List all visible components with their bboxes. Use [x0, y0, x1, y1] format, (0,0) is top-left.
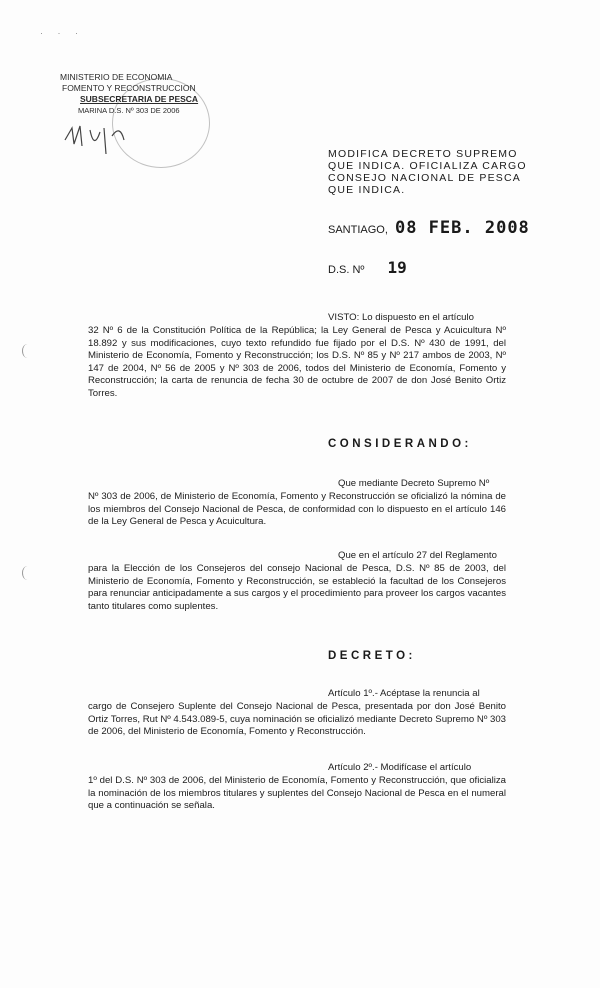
article-1-first: Artículo 1º.- Acéptase la renuncia al: [328, 688, 480, 699]
date-line: [328, 218, 530, 238]
subject-line: QUE INDICA.: [328, 184, 406, 196]
punch-hole-mark: [22, 566, 33, 580]
subject-line: CONSEJO NACIONAL DE PESCA: [328, 172, 521, 184]
visto-first-line: VISTO: Lo dispuesto en el artículo: [328, 312, 474, 323]
stamp-line-subsecretaria: SUBSECRETARIA DE PESCA: [80, 94, 199, 104]
article-1-body: cargo de Consejero Suplente del Consejo Nacional de Pesca, presentada por don José Benito Ortiz Torres, Rut Nº 4.543.089-5, cuya nominación se oficializó mediante Decreto Supremo Nº 303 de 2006, del Ministerio de Economía, Fomento y Reconstrucción.: [88, 701, 506, 738]
visto-body: 32 Nº 6 de la Constitución Política de la República; la Ley General de Pesca y Acuicultura Nº 18.892 y sus modificaciones, cuyo texto refundido fue fijado por el D.S. Nº 430 de 1991, del Ministerio de Economía, Fomento y Reconstrucción; los D.S. Nº 85 y Nº 217 ambos de 2003, Nº 147 de 2004, Nº 56 de 2005 y Nº 303 de 2006, todos del Ministerio de Economía, Fomento y Reconstrucción; la carta de renuncia de fecha 30 de octubre de 2007 de don José Benito Ortiz Torres.: [88, 325, 506, 399]
article-2-first: Artículo 2º.- Modifícase el artículo: [328, 762, 472, 773]
stamp-line-reference: MARINA D.S. Nº 303 DE 2006: [78, 106, 180, 115]
subject-line: MODIFICA DECRETO SUPREMO: [328, 148, 518, 160]
date-place: SANTIAGO,: [328, 224, 388, 236]
subject-block: [328, 148, 527, 196]
considerando-heading: CONSIDERANDO:: [328, 438, 472, 450]
stamp-line-fomento: FOMENTO Y RECONSTRUCCION: [62, 83, 196, 93]
decree-number-label: D.S. Nº: [328, 264, 365, 276]
handwritten-initials: [60, 110, 140, 170]
considerando-p1-first: Que mediante Decreto Supremo Nº: [338, 478, 490, 489]
date-value: 08 FEB. 2008: [394, 218, 530, 238]
decree-number-value: 19: [387, 258, 407, 277]
decree-number-line: [328, 258, 407, 277]
stamp-line-ministry: MINISTERIO DE ECONOMIA: [60, 72, 173, 82]
decreto-heading: DECRETO:: [328, 650, 416, 662]
considerando-p2-body: para la Elección de los Consejeros del consejo Nacional de Pesca, D.S. Nº 85 de 2003, del Ministerio de Economía, Fomento y Reconstrucción, se estableció la facultad de los Consejeros para renunciar anticipadamente a sus cargos y el procedimiento para proveer los cargos vacantes tanto titulares como suplentes.: [88, 563, 506, 612]
article-2-body: 1º del D.S. Nº 303 de 2006, del Ministerio de Economía, Fomento y Reconstrucción, que oficializa la nominación de los miembros titulares y suplentes del Consejo Nacional de Pesca en el numeral que a continuación se señala.: [88, 775, 506, 812]
subject-line: QUE INDICA. OFICIALIZA CARGO: [328, 160, 527, 172]
scan-noise: · · ·: [40, 28, 84, 38]
considerando-p1-body: Nº 303 de 2006, de Ministerio de Economía, Fomento y Reconstrucción se oficializó la nómina de los miembros del Consejo Nacional de Pesca, de conformidad con lo dispuesto en el artículo 146 de la Ley General de Pesca y Acuicultura.: [88, 491, 506, 528]
punch-hole-mark: [22, 344, 33, 358]
considerando-p2-first: Que en el artículo 27 del Reglamento: [338, 550, 497, 561]
